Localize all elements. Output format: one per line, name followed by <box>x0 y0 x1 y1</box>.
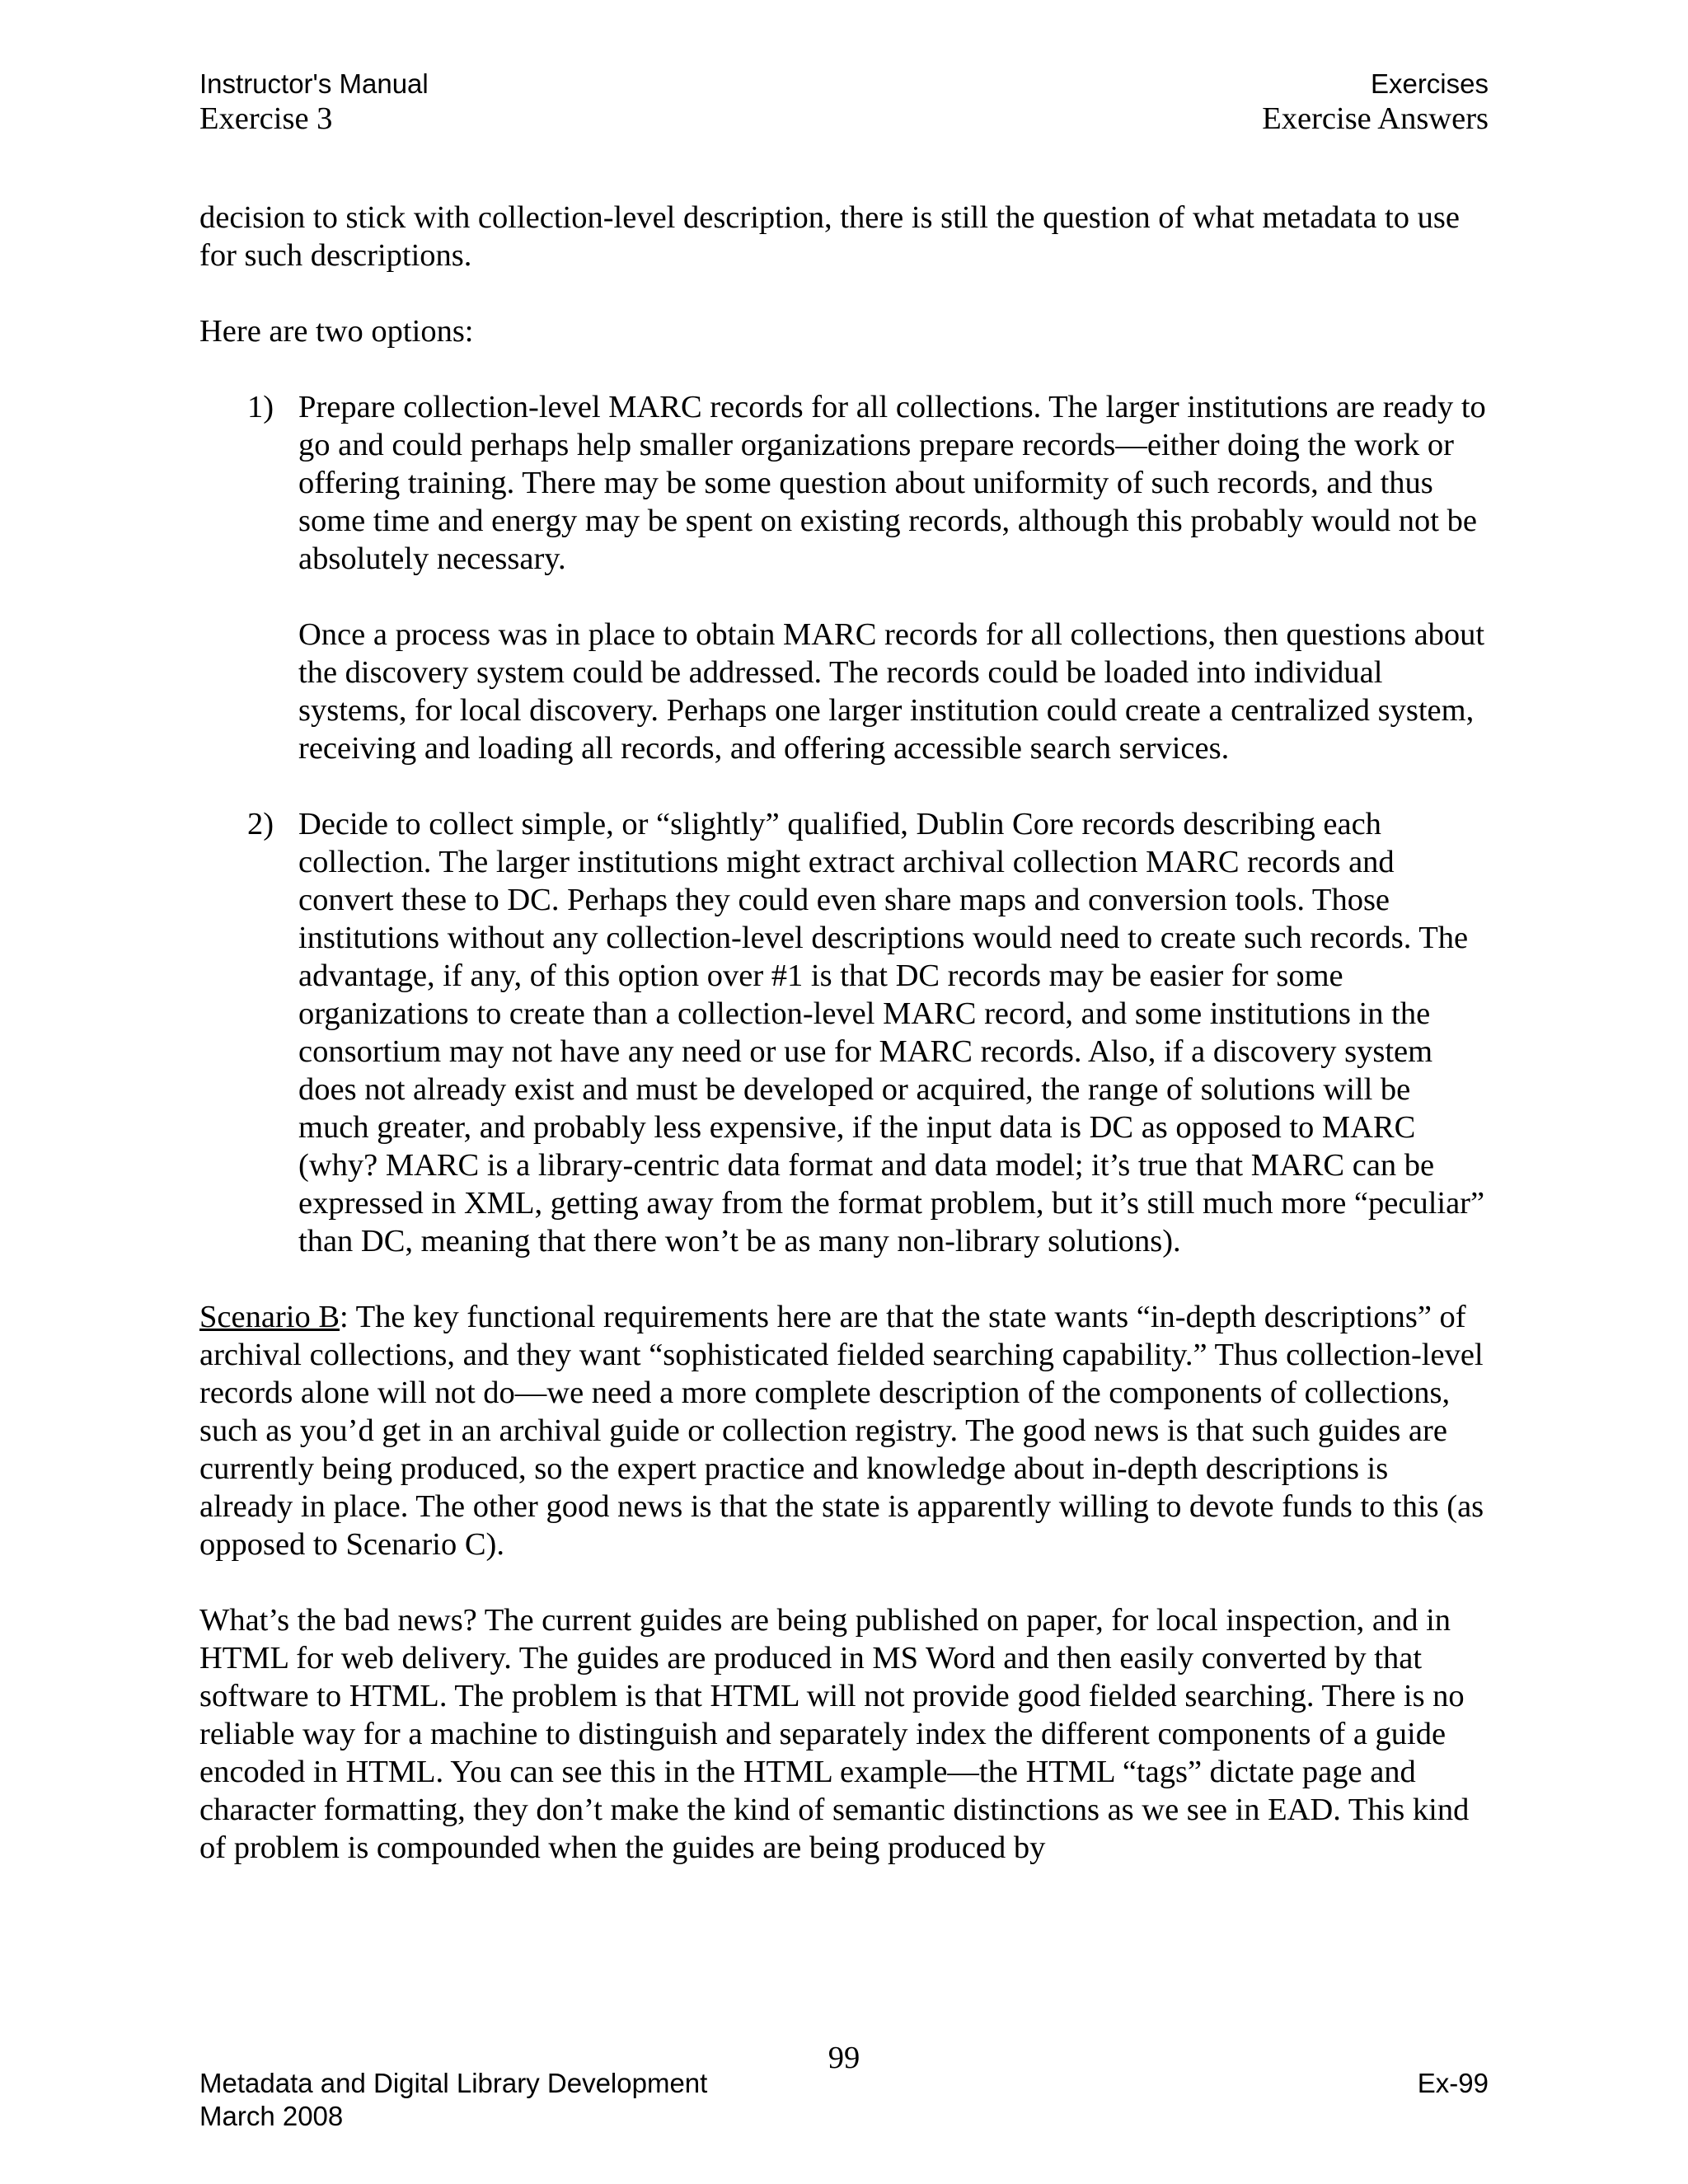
option-item-1 <box>199 388 1489 767</box>
header-manual-title: Instructor's Manual <box>199 68 429 99</box>
option-number: 1) <box>247 390 274 424</box>
footer-right <box>1418 2067 1489 2100</box>
scenario-b-paragraph <box>199 1298 1489 1563</box>
footer-date: March 2008 <box>199 2101 344 2131</box>
option-paragraph: Prepare collection-level MARC records for all collections. The larger institutions are ready to go and could perhaps help smaller organizations prepare records—either doing the work or offering training. There may be some question about uniformity of such records, and thus some time and energy may be spent on existing records, although this probably would not be absolutely necessary. <box>298 390 1486 576</box>
header-section-subtitle: Exercise Answers <box>1262 101 1489 136</box>
footer-left <box>199 2067 707 2133</box>
intro-paragraph: decision to stick with collection-level description, there is still the question of what metadata to use for such descriptions. <box>199 200 1460 273</box>
scenario-b-label: Scenario B <box>199 1300 340 1334</box>
header-section-title: Exercises <box>1370 68 1489 99</box>
options-lead: Here are two options: <box>199 314 474 349</box>
footer-course-title: Metadata and Digital Library Development <box>199 2068 708 2098</box>
footer-page-label: Ex-99 <box>1417 2068 1489 2098</box>
option-number: 2) <box>247 807 274 841</box>
document-body <box>199 199 1489 1867</box>
header-exercise-number: Exercise 3 <box>199 101 333 136</box>
option-paragraph: Decide to collect simple, or “slightly” qualified, Dublin Core records describing each collection. The larger institutions might extract archival collection MARC records and convert these to DC. Perhaps they could even share maps and conversion tools. Those institutions without any collection-level descriptions would need to create such records. The advantage, if any, of this option over #1 is that DC records may be easier for some organizations to create than a collection-level MARC record, and some institutions in the consortium may not have any need or use for MARC records. Also, if a discovery system does not already exist and must be developed or acquired, the range of solutions will be much greater, and probably less expensive, if the input data is DC as opposed to MARC (why? MARC is a library-centric data format and data model; it’s true that MARC can be expressed in XML, getting away from the format problem, but it’s still much more “peculiar” than DC, meaning that there won’t be as many non-library solutions). <box>298 807 1485 1258</box>
header-left <box>199 68 429 137</box>
option-paragraph: Once a process was in place to obtain MARC records for all collections, then questions about the discovery system could be addressed. The records could be loaded into individual systems, for local discovery. Perhaps one larger institution could create a centralized system, receiving and loading all records, and offering accessible search services. <box>298 617 1485 766</box>
scenario-b-text: : The key functional requirements here are that the state wants “in-depth descriptions” of archival collections, and they want “sophisticated fielded searching capability.” Thus collection-level records alone will not do—we need a more complete description of the components of collections, such as you’d get in an archival guide or collection registry. The good news is that such guides are currently being produced, so the expert practice and knowledge about in-depth descriptions is already in place. The other good news is that the state is apparently willing to devote funds to this (as opposed to Scenario C). <box>199 1300 1484 1562</box>
bad-news-paragraph: What’s the bad news? The current guides are being published on paper, for local inspection, and in HTML for web delivery. The guides are produced in MS Word and then easily converted by that software to HTML. The problem is that HTML will not provide good fielded searching. There is no reliable way for a machine to distinguish and separately index the different components of a guide encoded in HTML. You can see this in the HTML example—the HTML “tags” dictate page and character formatting, they don’t make the kind of semantic distinctions as we see in EAD. This kind of problem is compounded when the guides are being produced by <box>199 1603 1470 1865</box>
page-number: 99 <box>828 2041 860 2075</box>
option-item-2 <box>199 805 1489 1260</box>
header-right <box>1262 68 1489 137</box>
